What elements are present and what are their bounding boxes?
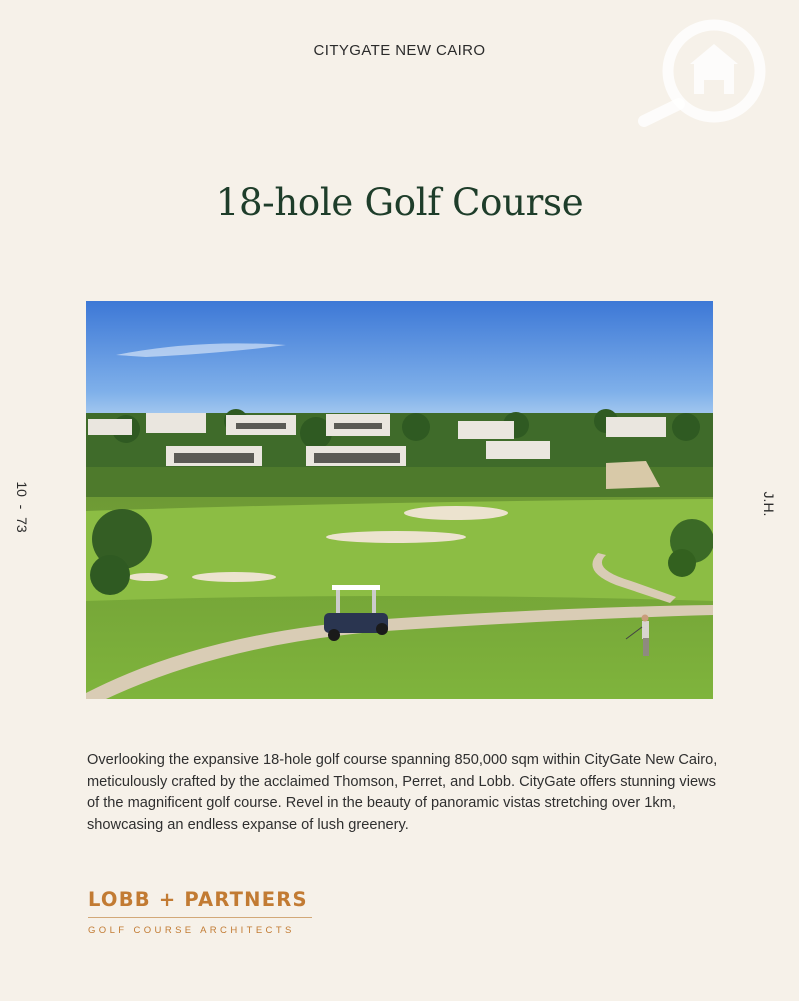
side-page-reference: 10 - 73 [14,481,30,533]
brand-tagline: GOLF COURSE ARCHITECTS [88,925,295,936]
side-initials: J.H. [761,491,777,517]
house-search-icon [632,12,782,130]
description-text: Overlooking the expansive 18-hole golf course spanning 850,000 sqm within CityGate New Cairo, meticulously crafted by the acclaimed Thomson, Perret, and Lobb. CityGate offers stunning views of the magnificent golf course. Revel in the beauty of panoramic vistas stretching over 1km, showcasing an endless expanse of lush greenery. [87,752,718,833]
project-name: CITYGATE NEW CAIRO [313,42,486,59]
golf-course-photo [86,301,713,699]
brand-name: LOBB + PARTNERS [88,888,308,911]
brand-logo [88,888,328,936]
page-title: 18-hole Golf Course [215,181,584,224]
brand-divider [88,917,312,918]
